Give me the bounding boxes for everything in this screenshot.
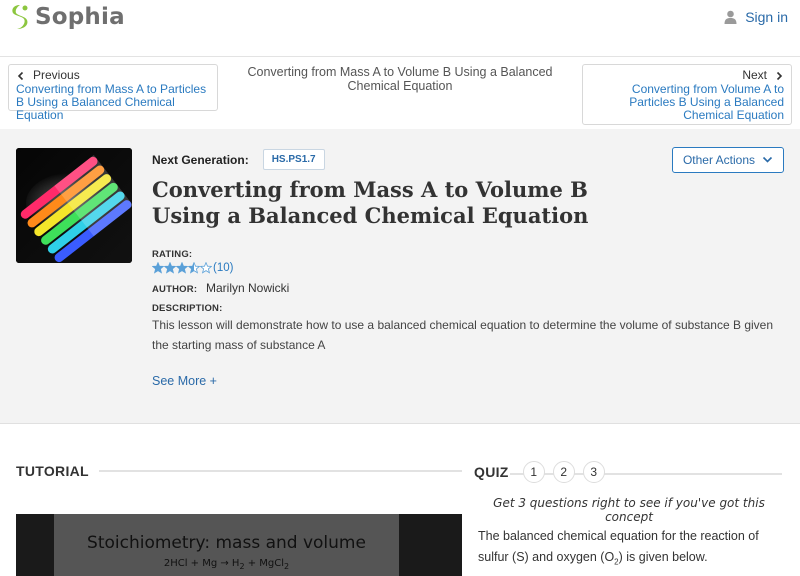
next-label: Next (742, 68, 767, 82)
user-icon (724, 10, 737, 24)
tutorial-divider (99, 470, 462, 472)
quiz-question (474, 526, 784, 573)
lesson-description: This lesson will demonstrate how to use a balanced chemical equation to determine the volume of substance B given the starting mass of substance A (152, 318, 774, 352)
quiz-question-3[interactable]: 3 (583, 461, 605, 483)
previous-label: Previous (33, 68, 80, 82)
quiz-question-1[interactable]: 1 (523, 461, 545, 483)
quiz-heading: QUIZ (474, 464, 509, 480)
tutorial-video[interactable] (16, 514, 462, 576)
test-tubes-image (16, 148, 132, 263)
other-actions-label: Other Actions (682, 153, 756, 167)
tutorial-header (16, 463, 462, 479)
video-slide (54, 514, 399, 576)
slide-equation: $2HCl + Mg \to H_2$ + MgCl$_2$ (163, 558, 290, 571)
quiz-question-2[interactable]: 2 (553, 461, 575, 483)
sign-in-link[interactable] (724, 9, 788, 25)
star-icon (176, 262, 188, 274)
lesson-navigation (0, 57, 800, 129)
star-icon (152, 262, 164, 274)
other-actions-button[interactable] (672, 147, 784, 173)
star-icon (200, 262, 212, 274)
see-more-link[interactable]: See More + (152, 374, 217, 388)
star-icon (188, 262, 200, 274)
rating-stars (152, 262, 212, 274)
next-label-row (590, 69, 784, 82)
rating[interactable] (152, 262, 233, 274)
description-label: DESCRIPTION: (152, 303, 223, 314)
sign-in-label: Sign in (745, 9, 788, 25)
sophia-logo-icon (10, 4, 30, 30)
lesson-info-panel (0, 129, 800, 424)
lesson-thumbnail (16, 148, 132, 263)
chevron-right-icon (774, 71, 784, 81)
author-name: Marilyn Nowicki (206, 281, 290, 295)
previous-lesson-button[interactable] (8, 64, 218, 122)
current-lesson-title: Converting from Mass A to Volume B Using a Balanced Chemical Equation (247, 65, 553, 93)
site-header (0, 0, 800, 57)
quiz-header (474, 461, 784, 483)
next-lesson-title[interactable]: Converting from Volume A to Particles B Using a Balanced Chemical Equation (629, 82, 784, 122)
standard-badge[interactable]: HS.PS1.7 (263, 149, 325, 170)
lesson-title: Converting from Mass A to Volume B Using a Balanced Chemical Equation (152, 177, 589, 228)
brand-name: Sophia (35, 4, 125, 30)
tutorial-heading: TUTORIAL (16, 463, 89, 479)
previous-lesson-title[interactable]: Converting from Mass A to Particles B Using a Balanced Chemical Equation (16, 82, 207, 122)
sophia-logo[interactable] (10, 4, 125, 30)
quiz-hint: Get 3 questions right to see if you've got this concept (493, 496, 765, 524)
quiz-question-numbers (523, 461, 613, 483)
quiz-question-text-a: The balanced chemical equation for the reaction of sulfur (S) and oxygen (O (478, 529, 759, 564)
quiz-question-text-b: ) is given below. (618, 550, 708, 564)
rating-label: RATING: (152, 249, 193, 260)
author-label: AUTHOR: (152, 284, 198, 295)
next-lesson-button[interactable] (582, 64, 792, 125)
next-generation-label: Next Generation: (152, 152, 249, 167)
chevron-left-icon (16, 71, 26, 81)
next-generation-standard (152, 149, 325, 170)
previous-label-row (16, 69, 210, 82)
rating-count: (10) (213, 262, 234, 274)
star-icon (164, 262, 176, 274)
quiz-question-subscript: 2 (614, 557, 619, 567)
slide-title: Stoichiometry: mass and volume (87, 533, 366, 553)
chevron-down-icon (762, 156, 773, 164)
